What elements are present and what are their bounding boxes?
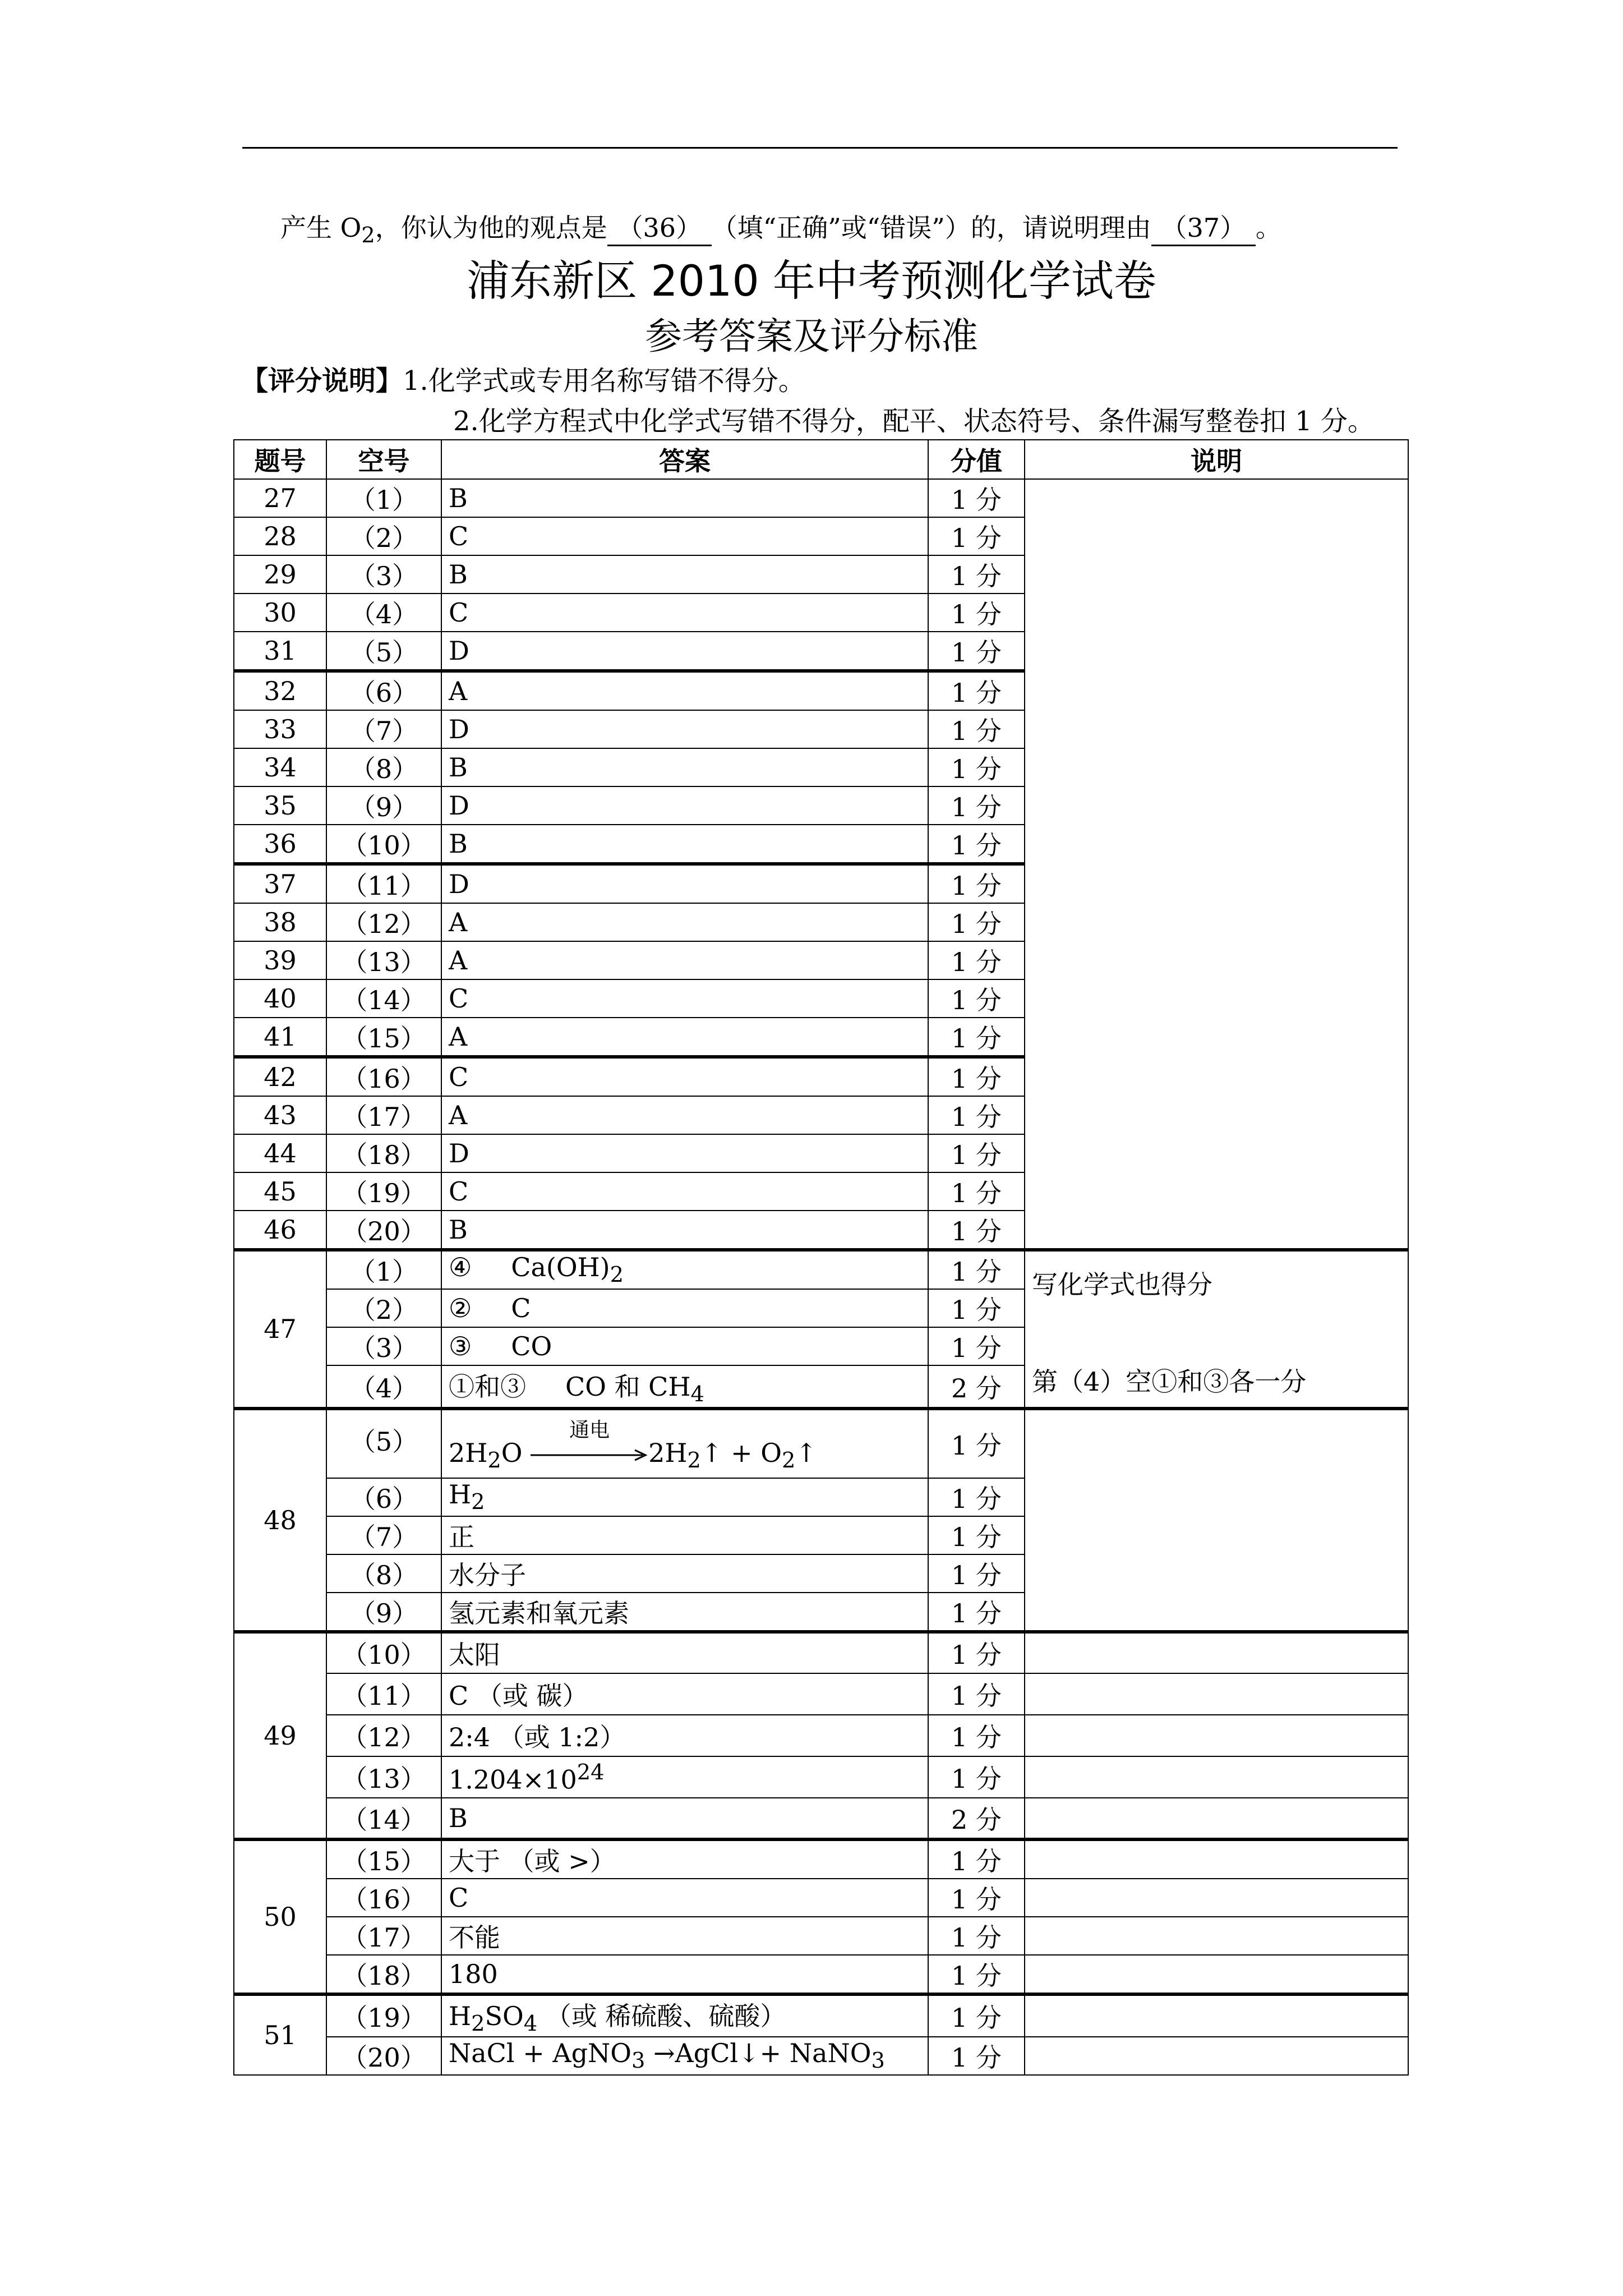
question-number-51: 51 (234, 1994, 326, 2075)
table-row: （6） $H_2$ 1 分 (234, 1478, 1408, 1516)
remark-cell-48 (1025, 1409, 1408, 1632)
header-rule (242, 147, 1398, 149)
table-row: 44 （18） D 1 分 (234, 1134, 1408, 1172)
remark-cell-mc (1025, 479, 1408, 1250)
answer-blank-37: （37） (1151, 208, 1256, 246)
page-subtitle: 参考答案及评分标准 (645, 315, 978, 358)
table-row: 48 （5） $2H_2O$ 通电 $2H_2↑$ + $O_2↑$ 1 分 (234, 1409, 1408, 1478)
carryover-question-text: 产生 $O_2$，你认为他的观点是 （36） （填“正确”或“错误”）的，请说明理由 （37） 。 (280, 208, 1281, 248)
table-row: （2） ② C 1 分 (234, 1289, 1408, 1327)
table-row: 32 （6） A 1 分 (234, 671, 1408, 710)
grading-note-label: 【评分说明】 (241, 365, 403, 397)
page-title: 浦东新区 2010 年中考预测化学试卷 (467, 256, 1156, 306)
table-row: 35 （9） D 1 分 (234, 786, 1408, 825)
table-row: 34 （8） B 1 分 (234, 748, 1408, 786)
table-header-row (234, 440, 1408, 479)
table-row: 41 （15） A 1 分 (234, 1018, 1408, 1057)
question-number-50: 50 (234, 1839, 326, 1994)
table-row: （17） 不能 1 分 (234, 1917, 1408, 1955)
grading-note-1: 【评分说明】1.化学式或专用名称写错不得分。 (241, 365, 805, 397)
table-row: （11） C （或 碳） 1 分 (234, 1673, 1408, 1715)
table-row: 31 （5） D 1 分 (234, 632, 1408, 671)
equation-electrolysis: $2H_2O$ 通电 $2H_2↑$ + $O_2↑$ (441, 1409, 928, 1478)
table-row: 49 （10） 太阳 1 分 (234, 1632, 1408, 1673)
table-row: （7） 正 1 分 (234, 1516, 1408, 1554)
table-row: 30 （4） C 1 分 (234, 593, 1408, 632)
table-row: （16） C 1 分 (234, 1879, 1408, 1917)
header-answer: 答案 (441, 440, 928, 479)
remark-cell-47: 写化学式也得分 第（4）空①和③各一分 (1025, 1250, 1408, 1409)
table-row: （13） $1.204\times 10^{24}$ 1 分 (234, 1756, 1408, 1798)
table-row: 39 （13） A 1 分 (234, 941, 1408, 979)
answer-blank-36: （36） (607, 208, 712, 246)
header-question-number: 题号 (234, 440, 326, 479)
question-number-48: 48 (234, 1409, 326, 1632)
table-row: 47 （1） ④ $Ca(OH)_2$ 1 分 写化学式也得分 第（4）空①和③各一分 (234, 1250, 1408, 1289)
reaction-arrow: 通电 (531, 1447, 648, 1464)
header-blank-number: 空号 (326, 440, 441, 479)
table-row: （20） NaCl + AgNO$_3$ →AgCl↓+ NaNO$_3$ 1 分 (234, 2037, 1408, 2075)
table-row: 50 （15） 大于 （或 >） 1 分 (234, 1839, 1408, 1879)
table-row: （12） 2:4 （或 1:2） 1 分 (234, 1715, 1408, 1756)
header-remark: 说明 (1025, 440, 1408, 479)
table-row: 46 （20） B 1 分 (234, 1211, 1408, 1250)
table-row: 40 （14） C 1 分 (234, 979, 1408, 1018)
question-number-49: 49 (234, 1632, 326, 1839)
table-row: 51 （19） $H_2SO_4$ （或 稀硫酸、硫酸） 1 分 (234, 1994, 1408, 2037)
equation-silver-chloride: NaCl + AgNO$_3$ →AgCl↓+ NaNO$_3$ (441, 2037, 928, 2075)
table-row: 29 （3） B 1 分 (234, 555, 1408, 593)
table-row: 45 （19） C 1 分 (234, 1172, 1408, 1211)
table-row: 36 （10） B 1 分 (234, 825, 1408, 864)
table-row: （3） ③ CO 1 分 (234, 1327, 1408, 1365)
table-row: （8） 水分子 1 分 (234, 1554, 1408, 1593)
table-row: 42 （16） C 1 分 (234, 1057, 1408, 1096)
table-row: 28 （2） C 1 分 (234, 517, 1408, 555)
table-row: 37 （11） D 1 分 (234, 864, 1408, 903)
question-number-47: 47 (234, 1250, 326, 1409)
table-row: （14） B 2 分 (234, 1798, 1408, 1839)
answer-table (233, 439, 1409, 2076)
grading-note-2: 2.化学方程式中化学式写错不得分，配平、状态符号、条件漏写整卷扣 1 分。 (453, 406, 1375, 437)
table-row: （9） 氢元素和氧元素 1 分 (234, 1593, 1408, 1632)
table-row: 33 （7） D 1 分 (234, 710, 1408, 748)
table-row: （18） 180 1 分 (234, 1955, 1408, 1994)
table-row: 43 （17） A 1 分 (234, 1096, 1408, 1134)
header-score: 分值 (928, 440, 1025, 479)
table-row: （4） ①和③ CO 和 $CH_4$ 2 分 (234, 1365, 1408, 1408)
table-row: 27 （1） B 1 分 (234, 479, 1408, 517)
table-row: 38 （12） A 1 分 (234, 903, 1408, 941)
